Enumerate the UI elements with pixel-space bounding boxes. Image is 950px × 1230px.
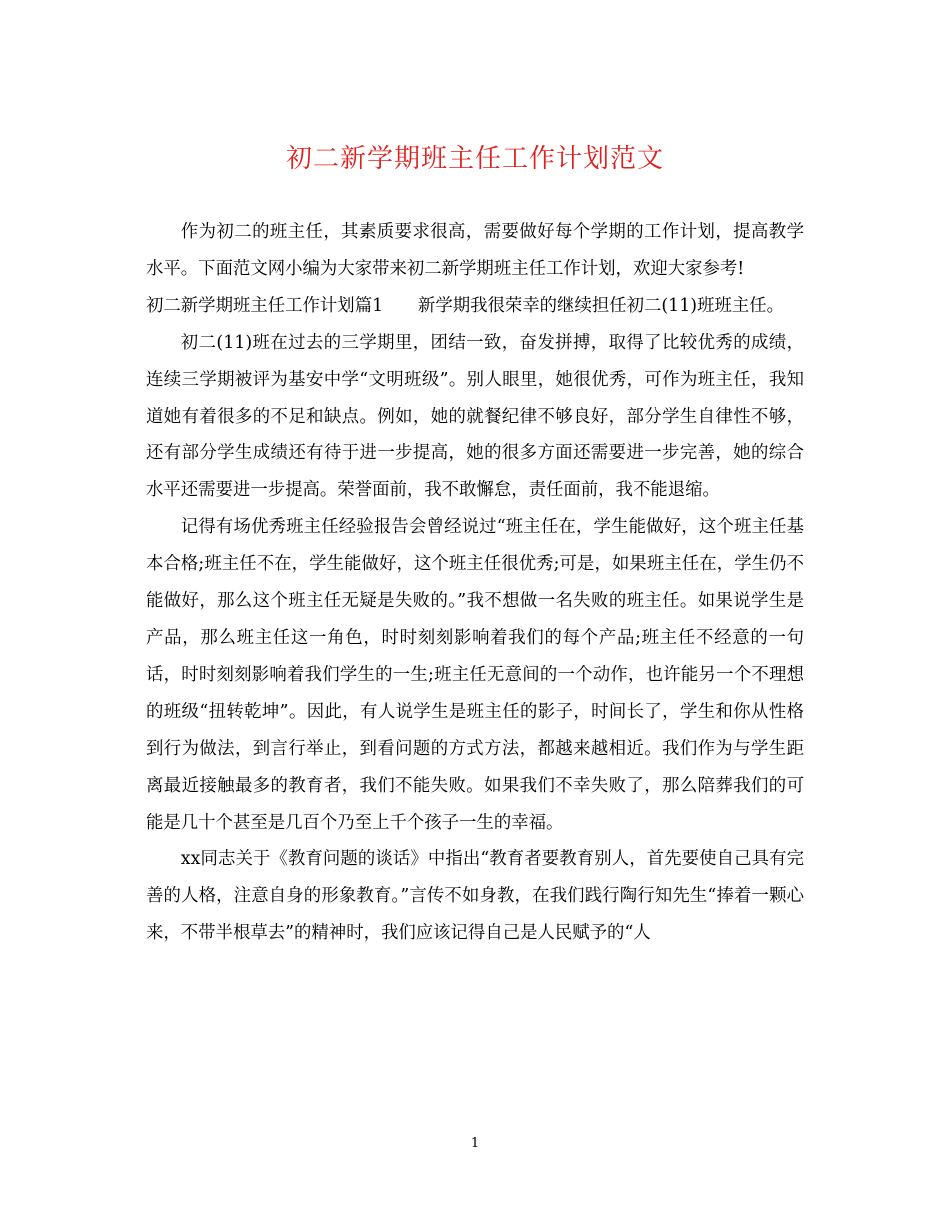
paragraph-class-overview: 初二(11)班在过去的三学期里，团结一致，奋发拼搏，取得了比较优秀的成绩，连续三学期被评为基安中学“文明班级”。别人眼里，她很优秀，可作为班主任，我知道她有着很多的不足和缺点。例如，她的就餐纪律不够良好，部分学生自律性不够，还有部分学生成绩还有待于进一步提高，她的很多方面还需要进一步完善，她的综合水平还需要进一步提高。荣誉面前，我不敢懈怠，责任面前，我不能退缩。 bbox=[146, 332, 804, 501]
paragraph-section-heading: 初二新学期班主任工作计划篇1 新学期我很荣幸的继续担任初二(11)班班主任。 bbox=[146, 295, 785, 316]
document-body bbox=[146, 214, 804, 952]
document-title: 初二新学期班主任工作计划范文 bbox=[285, 144, 664, 174]
paragraph-teacher-role: 记得有场优秀班主任经验报告会曾经说过“班主任在，学生能做好，这个班主任基本合格;班主任不在，学生能做好，这个班主任很优秀;可是，如果班主任在，学生仍不能做好，那么这个班主任无疑是失败的。”我不想做一名失败的班主任。如果说学生是产品，那么班主任这一角色，时时刻刻影响着我们的每个产品;班主任不经意的一句话，时时刻刻影响着我们学生的一生;班主任无意间的一个动作，也许能另一个不理想的班级“扭转乾坤”。因此，有人说学生是班主任的影子，时间长了，学生和你从性格到行为做法，到言行举止，到看问题的方式方法，都越来越相近。我们作为与学生距离最近接触最多的教育者，我们不能失败。如果我们不幸失败了，那么陪葬我们的可能是几十个甚至是几百个乃至上千个孩子一生的幸福。 bbox=[146, 517, 804, 833]
paragraph-intro: 作为初二的班主任，其素质要求很高，需要做好每个学期的工作计划，提高教学水平。下面范文网小编为大家带来初二新学期班主任工作计划，欢迎大家参考! bbox=[146, 222, 804, 279]
page-number: 1 bbox=[470, 1136, 480, 1151]
paragraph-education-quote: xx同志关于《教育问题的谈话》中指出“教育者要教育别人，首先要使自己具有完善的人格，注意自身的形象教育。”言传不如身教，在我们践行陶行知先生“捧着一颗心来，不带半根草去”的精神时，我们应该记得自己是人民赋予的“人 bbox=[146, 849, 804, 944]
